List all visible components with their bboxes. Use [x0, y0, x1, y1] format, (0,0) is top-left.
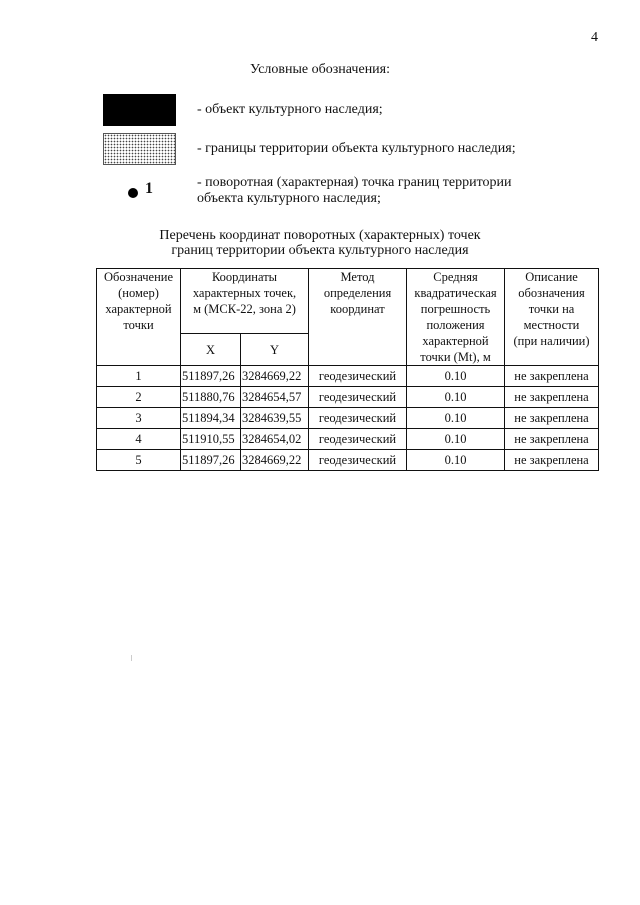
table-row [97, 408, 599, 429]
legend-text-territory-boundary: - границы территории объекта культурного наследия; [197, 141, 516, 156]
table-row [97, 450, 599, 471]
header-error-line: положения [426, 318, 485, 332]
header-designation-line: характерной [105, 302, 172, 316]
header-method-line: координат [330, 302, 385, 316]
cell-description: не закреплена [505, 450, 599, 471]
cell-y: 3284654,57 [241, 387, 309, 408]
table-row [97, 366, 599, 387]
cell-y: 3284669,22 [241, 450, 309, 471]
coordinates-list-title [0, 228, 640, 258]
legend-text-heritage-object: - объект культурного наследия; [197, 102, 383, 117]
cell-x: 511880,76 [181, 387, 241, 408]
cell-error: 0.10 [407, 450, 505, 471]
cell-point-number: 2 [97, 387, 181, 408]
header-error-line: характерной [422, 334, 489, 348]
coordinates-list-title-line1: Перечень координат поворотных (характерных) точек [159, 228, 481, 243]
cell-error: 0.10 [407, 387, 505, 408]
turning-point-marker-icon [128, 188, 138, 198]
cell-error: 0.10 [407, 429, 505, 450]
header-method-line: определения [323, 286, 392, 300]
header-designation [97, 269, 181, 366]
header-coordinates-line: Координаты [211, 270, 278, 284]
table-header-row [97, 269, 599, 334]
cell-description: не закреплена [505, 408, 599, 429]
cell-error: 0.10 [407, 366, 505, 387]
cell-method: геодезический [309, 450, 407, 471]
cell-description: не закреплена [505, 387, 599, 408]
cell-x: 511897,26 [181, 366, 241, 387]
cell-error: 0.10 [407, 408, 505, 429]
header-description-line: обозначения [518, 286, 585, 300]
scan-artifact [131, 655, 132, 661]
turning-point-marker-label: 1 [145, 180, 153, 197]
cell-method: геодезический [309, 387, 407, 408]
legend-title: Условные обозначения: [249, 62, 391, 77]
legend-text-turning-point-line1: - поворотная (характерная) точка границ территории [197, 175, 512, 190]
cell-point-number: 4 [97, 429, 181, 450]
cell-x: 511897,26 [181, 450, 241, 471]
header-error [407, 269, 505, 366]
legend-text-turning-point-line2: объекта культурного наследия; [197, 191, 381, 206]
header-description-line: местности [523, 318, 580, 332]
header-description [505, 269, 599, 366]
header-error-line: погрешность [420, 302, 491, 316]
header-method [309, 269, 407, 366]
header-coordinates-line: характерных точек, [192, 286, 297, 300]
coordinates-list-title-line2: границ территории объекта культурного наследия [171, 243, 469, 258]
cell-method: геодезический [309, 408, 407, 429]
header-error-line: точки (Mt), м [420, 350, 491, 364]
cell-method: геодезический [309, 366, 407, 387]
header-error-line: Средняя [433, 270, 478, 284]
cell-description: не закреплена [505, 366, 599, 387]
territory-boundary-swatch [103, 133, 176, 165]
cell-y: 3284654,02 [241, 429, 309, 450]
header-method-line: Метод [340, 270, 375, 284]
cell-x: 511894,34 [181, 408, 241, 429]
header-designation-line: Обозначение [103, 270, 174, 284]
cell-description: не закреплена [505, 429, 599, 450]
cell-x: 511910,55 [181, 429, 241, 450]
header-description-line: (при наличии) [513, 334, 590, 348]
cell-point-number: 1 [97, 366, 181, 387]
header-error-line: квадратическая [414, 286, 497, 300]
table-row [97, 429, 599, 450]
header-coordinates-line: м (МСК-22, зона 2) [193, 302, 296, 316]
heritage-object-swatch [103, 94, 176, 126]
header-coordinates [181, 269, 309, 334]
header-y: Y [241, 334, 309, 366]
cell-y: 3284669,22 [241, 366, 309, 387]
cell-point-number: 3 [97, 408, 181, 429]
header-designation-line: точки [123, 318, 154, 332]
cell-point-number: 5 [97, 450, 181, 471]
page-number: 4 [591, 30, 598, 45]
header-description-line: Описание [525, 270, 578, 284]
header-x: X [181, 334, 241, 366]
header-description-line: точки на [528, 302, 575, 316]
coordinates-table [96, 268, 599, 471]
header-designation-line: (номер) [118, 286, 159, 300]
cell-method: геодезический [309, 429, 407, 450]
cell-y: 3284639,55 [241, 408, 309, 429]
table-row [97, 387, 599, 408]
